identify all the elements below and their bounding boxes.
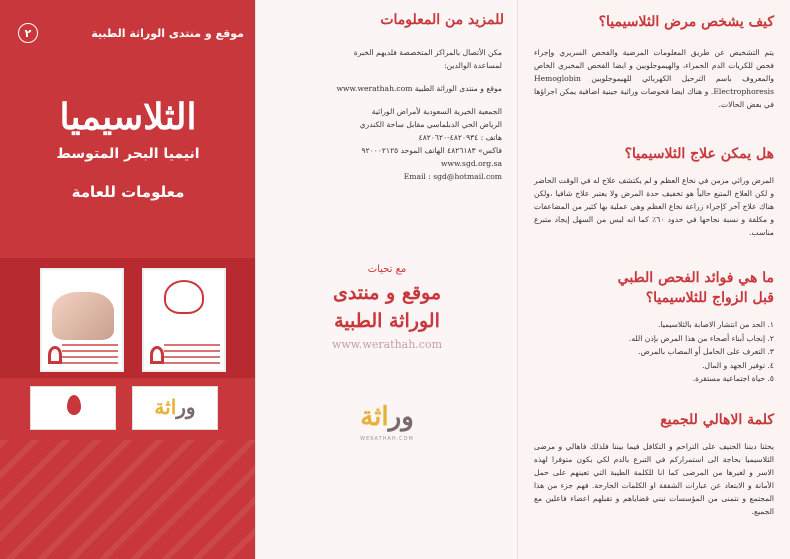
blood-drop-icon (67, 395, 81, 415)
logo-text-left: ور (388, 402, 414, 432)
brand-line-1: موقع و منتدى (332, 282, 442, 304)
brand-line-2: الوراثة الطبية (334, 310, 440, 332)
contact-gap (268, 95, 502, 105)
poster-heart-image (142, 268, 226, 372)
logo-text-left: ور (176, 395, 196, 419)
werathah-logo (132, 386, 218, 430)
families-heading: كلمة الاهالي للجميع (660, 412, 774, 428)
premarital-heading-line2: قبل الزواج للثلاسيميا؟ (645, 290, 774, 306)
contact-line: الرياض الحي الدبلماسي مقابل ساحة الكندري (359, 120, 502, 129)
list-item: ٤. توفير الجهد و المال. (702, 360, 774, 370)
ribbon-icon (150, 346, 164, 364)
diagnosis-body: يتم التشخيص عن طريق المعلومات المرضية والفحص السريري وإجراء فحص للكريات الدم الحمراء، والهيموجلوبين و ايضا الفحص المخبري الخاص والمعروف باسم الترحيل الكهربائي للهيموجلوبين Hemoglobin Electrophoresis. و هناك ايضا فحوصات وراثية جينية اضافية يمكن اجراؤها في بعض الحالات. (534, 48, 774, 109)
charity-logo (30, 386, 116, 430)
list-item: ٣. التعرف على الحامل أو المصاب بالمرض. (638, 347, 774, 356)
poster-caption-lines (62, 344, 118, 366)
dna-pattern-background (0, 440, 256, 559)
more-info-heading: للمزيد من المعلومات (380, 12, 504, 28)
diagnosis-section (534, 12, 774, 111)
contact-line-website: موقع و منتدى الوراثة الطبية www.werathah.com (336, 84, 502, 93)
logo-subtext: WERATHAH.COM (360, 436, 414, 442)
list-item: ١. الحد من انتشار الاصابة بالثلاسيميا. (657, 320, 774, 329)
poster-caption-lines (164, 344, 220, 366)
benefits-list (534, 318, 774, 386)
families-body: يحثنا ديننا الحنيف على التراحم و التكافل فيما بيننا فلذلك فاهالي و مرضى الثلاسيميا بحاجة الى استمراركم في التبرع بالدم لكي يكون متوفرا لهذه الاسر و لغيرها من المرضى كما انا للكلمة الطيبة التي تعينهم على حمل الأمانة و الابتعاد عن عبارات الشفقة او الكلمات الجارحة. فهم جزء من هذا المجتمع و نتمنى من المؤسسات تبني قضاياهم و تقبلهم اعضاء فاعلين مع الجميع. (534, 442, 774, 516)
poster-child-image (40, 268, 124, 372)
cover-subtitle-info: معلومات للعامة (71, 183, 185, 201)
premarital-section (534, 268, 774, 386)
greeting-text: مع تحيات (367, 264, 407, 275)
child-photo (52, 292, 114, 340)
logo-text-gold: اثة (154, 395, 177, 419)
treatment-section (534, 144, 774, 239)
treatment-heading: هل يمكن علاج الثلاسيميا؟ (624, 146, 774, 162)
werathah-logo-large (346, 390, 428, 450)
cover-site-name: موقع و منتدى الوراثة الطبية (91, 26, 244, 40)
contact-phone: هاتف : ٤٨٢٠٩٣٤-٤٨٢٠٦٢٠ (418, 133, 502, 142)
contact-web-link[interactable]: www.sgd.org.sa (441, 159, 502, 168)
contact-gap (268, 72, 502, 82)
cover-subtitle: انيميا البحر المتوسط (56, 146, 200, 162)
contact-line: لمساعدة الوالدين: (444, 61, 502, 70)
cover-header (18, 22, 244, 44)
cover-photo-band (0, 258, 256, 378)
diagnosis-heading: كيف يشخص مرض الثلاسيميا؟ (598, 14, 774, 30)
contact-panel (256, 0, 518, 559)
list-item: ٥. حياة اجتماعية مستقرة. (692, 374, 774, 383)
contact-info (268, 46, 502, 183)
info-panel (518, 0, 790, 559)
list-item: ٢. إنجاب أبناء أصحاء من هذا المرض بإذن الله. (628, 333, 774, 343)
contact-line: الجمعية الخيرية السعودية لأمراض الوراثية (371, 107, 502, 116)
cover-logo-row (0, 386, 256, 434)
cover-panel (0, 0, 256, 559)
cover-title: الثلاسيميا (59, 96, 197, 138)
families-section (534, 410, 774, 518)
treatment-body: المرض وراثي مزمن في نخاع العظم و لم يكتشف علاج له في الوقت الحاضر و لكن العلاج المتبع حالياً هو تخفيف حدة المرض ولا يعتبر علاج شافيا ،ولكن هناك علاج آخر كإجراء زراعة نخاع العظم وهي عملية بها كثير من المضاعفات و مكلفة و نسبة نجاحها في حدود ٦٠٪ كما انه ليس من السهل إيجاد متبرع مناسب. (534, 176, 774, 237)
ribbon-icon (48, 346, 62, 364)
issue-number-badge: ٢ (18, 23, 38, 43)
heart-icon (164, 280, 204, 314)
premarital-heading-line1: ما هي فوائد الفحص الطبي (617, 270, 774, 286)
logo-text-gold: اثة (360, 402, 389, 432)
contact-fax: فاكس» ٤٨٢٦١٨٣ الهاتف الموحد ٩٢٠٠٠٢١٢٥ (361, 146, 502, 155)
contact-line: مكن الأتصال بالمراكز المتخصصة فلديهم الخبرة (353, 48, 502, 57)
brand-url-link[interactable]: www.werathah.com (331, 338, 443, 351)
contact-email[interactable]: Email : sgd@hotmail.com (403, 172, 502, 181)
